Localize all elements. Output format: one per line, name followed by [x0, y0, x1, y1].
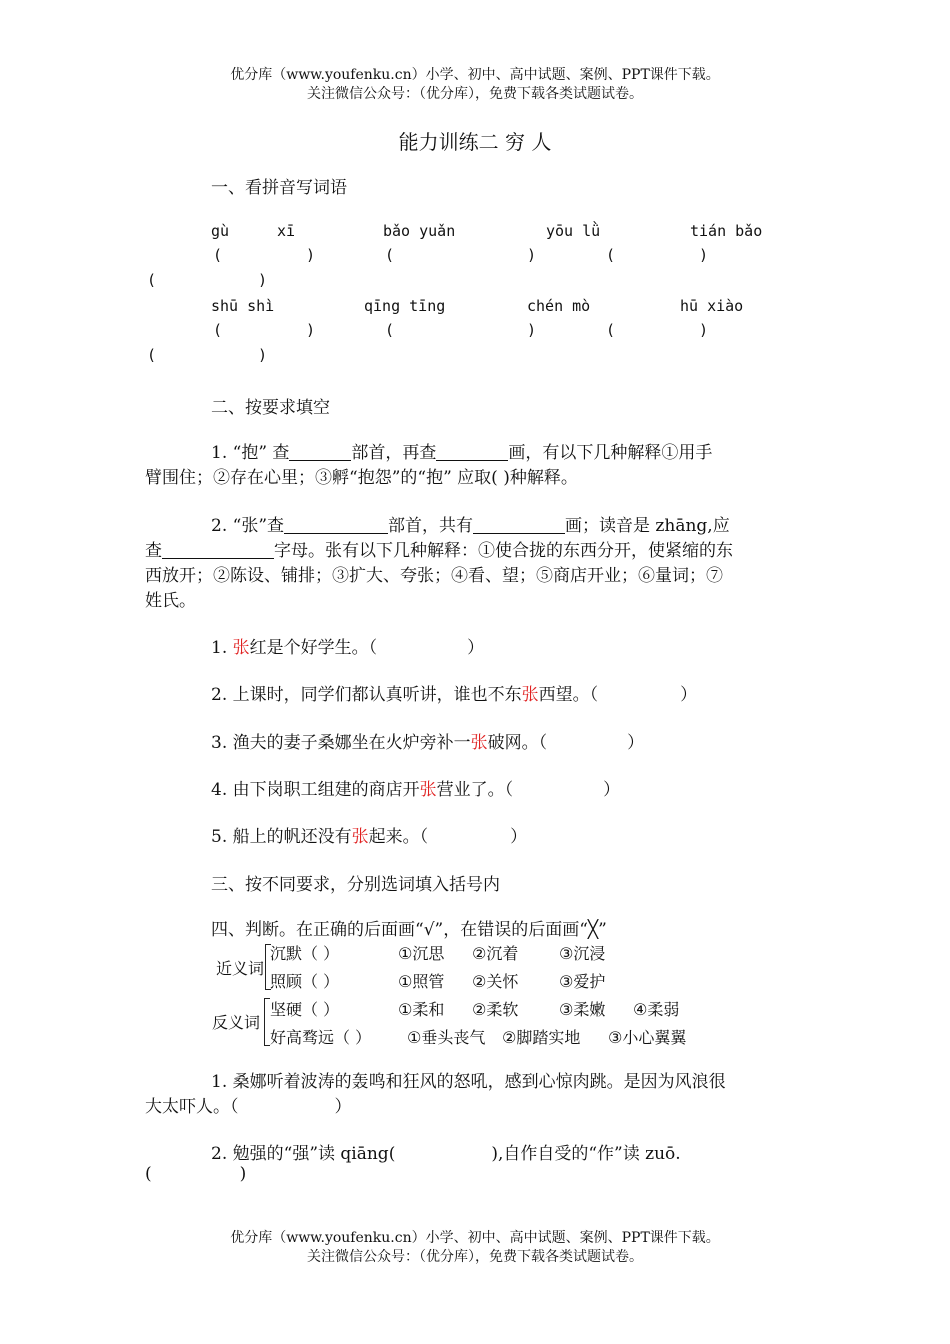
blank-field[interactable] [289, 442, 351, 461]
option: ②柔软 [472, 1000, 519, 1019]
group-label-antonyms: 反义词 [212, 1013, 261, 1032]
zhang-item-2: 2. 上课时，同学们都认真听讲，谁也不东张西望。（ ） [211, 685, 698, 705]
answer-paren-close: ) [527, 321, 537, 339]
bracket [264, 998, 265, 1046]
option: ③爱护 [559, 972, 606, 991]
section-1-heading: 一、看拼音写词语 [211, 178, 347, 198]
answer-paren-open[interactable]: ( [213, 321, 223, 339]
footer-line-1: 优分库（www.youfenku.cn）小学、初中、高中试题、案例、PPT课件下载。 [230, 1230, 720, 1246]
zhang-item-4: 4. 由下岗职工组建的商店开张营业了。（ ） [211, 780, 621, 800]
option: ①沉思 [398, 944, 445, 963]
answer-paren-close: ) [527, 246, 537, 264]
option: ②关怀 [472, 972, 519, 991]
section-4-heading: 四、判断。在正确的后面画“√”，在错误的后面画“╳” [211, 920, 607, 940]
judge-1-line-1: 1. 桑娜听着波涛的轰鸣和狂风的怒吼，感到心惊肉跳。是因为风浪很 [211, 1072, 726, 1092]
pinyin-qing-ting: qīng tīng [364, 297, 446, 315]
answer-paren-open[interactable]: ( [147, 271, 157, 289]
pinyin-gu: gù [211, 222, 230, 240]
answer-paren-close: ) [699, 246, 709, 264]
pinyin-xi: xī [277, 222, 296, 240]
q2-line-4: 姓氏。 [145, 591, 196, 611]
zhang-item-3: 3. 渔夫的妻子桑娜坐在火炉旁补一张破网。（ ） [211, 733, 645, 753]
header-line-2: 关注微信公众号：（优分库），免费下载各类试题试卷。 [307, 86, 643, 102]
pinyin-shu-shi: shū shì [211, 297, 275, 315]
option: ①照管 [398, 972, 445, 991]
answer-paren-open[interactable]: ( [606, 321, 616, 339]
q2-line-1: 2. “张”查 部首，共有 画；读音是 zhāng,应 [211, 516, 730, 536]
blank-field[interactable] [436, 442, 508, 461]
judge-2-line-1: 2. 勉强的“强”读 qiāng( ),自作自受的“作”读 zuō. [211, 1144, 681, 1164]
header-line-1: 优分库（www.youfenku.cn）小学、初中、高中试题、案例、PPT课件下载。 [230, 67, 720, 83]
option: ③沉浸 [559, 944, 606, 963]
pinyin-bao-yuan: bǎo yuǎn [383, 222, 456, 240]
option: ②脚踏实地 [502, 1028, 581, 1047]
answer-paren-open[interactable]: ( [147, 346, 157, 364]
option: ③柔嫩 [559, 1000, 606, 1019]
word-row-4: 好高骛远（ ） [270, 1028, 372, 1047]
judge-1-line-2: 大太吓人。（ ） [145, 1097, 352, 1117]
blank-field[interactable] [162, 540, 274, 559]
answer-paren-close: ) [258, 346, 268, 364]
q2-line-2: 查 字母。张有以下几种解释：①使合拢的东西分开，使紧缩的东 [145, 541, 733, 561]
option: ②沉着 [472, 944, 519, 963]
option: ①垂头丧气 [407, 1028, 486, 1047]
judge-2-line-2: ( ) [145, 1164, 247, 1184]
footer-line-2: 关注微信公众号：（优分库），免费下载各类试题试卷。 [307, 1249, 643, 1265]
answer-paren-close: ) [306, 321, 316, 339]
page-title: 能力训练二 穷 人 [398, 130, 552, 154]
blank-field[interactable] [473, 515, 565, 534]
group-label-synonyms: 近义词 [216, 959, 265, 978]
pinyin-you-lv: yōu lǜ [546, 222, 601, 240]
option: ①柔和 [398, 1000, 445, 1019]
pinyin-tian-bao: tián bǎo [690, 222, 763, 240]
q1-line-1: 1. “抱” 查 部首，再查 画，有以下几种解释①用手 [211, 443, 713, 463]
bracket [265, 944, 266, 990]
q2-line-3: 西放开；②陈设、铺排；③扩大、夸张；④看、望；⑤商店开业；⑥量词；⑦ [145, 566, 723, 586]
section-3-heading: 三、按不同要求，分别选词填入括号内 [211, 875, 500, 895]
word-row-1: 沉默（ ） [270, 944, 340, 963]
option: ③小心翼翼 [608, 1028, 687, 1047]
option: ④柔弱 [633, 1000, 680, 1019]
word-row-2: 照顾（ ） [270, 972, 340, 991]
pinyin-chen-mo: chén mò [527, 297, 591, 315]
answer-paren-open[interactable]: ( [385, 321, 395, 339]
blank-field[interactable] [284, 515, 388, 534]
pinyin-hu-xiao: hū xiào [680, 297, 744, 315]
zhang-item-5: 5. 船上的帆还没有张起来。（ ） [211, 827, 528, 847]
word-row-3: 坚硬（ ） [270, 1000, 340, 1019]
q1-line-2: 臂围住；②存在心里；③孵“抱怨”的“抱” 应取( )种解释。 [145, 468, 578, 488]
zhang-item-1: 1. 张红是个好学生。（ ） [211, 638, 485, 658]
answer-paren-close: ) [306, 246, 316, 264]
answer-paren-close: ) [699, 321, 709, 339]
section-2-heading: 二、按要求填空 [211, 398, 330, 418]
answer-paren-open[interactable]: ( [385, 246, 395, 264]
answer-paren-open[interactable]: ( [606, 246, 616, 264]
answer-paren-close: ) [258, 271, 268, 289]
answer-paren-open[interactable]: ( [213, 246, 223, 264]
